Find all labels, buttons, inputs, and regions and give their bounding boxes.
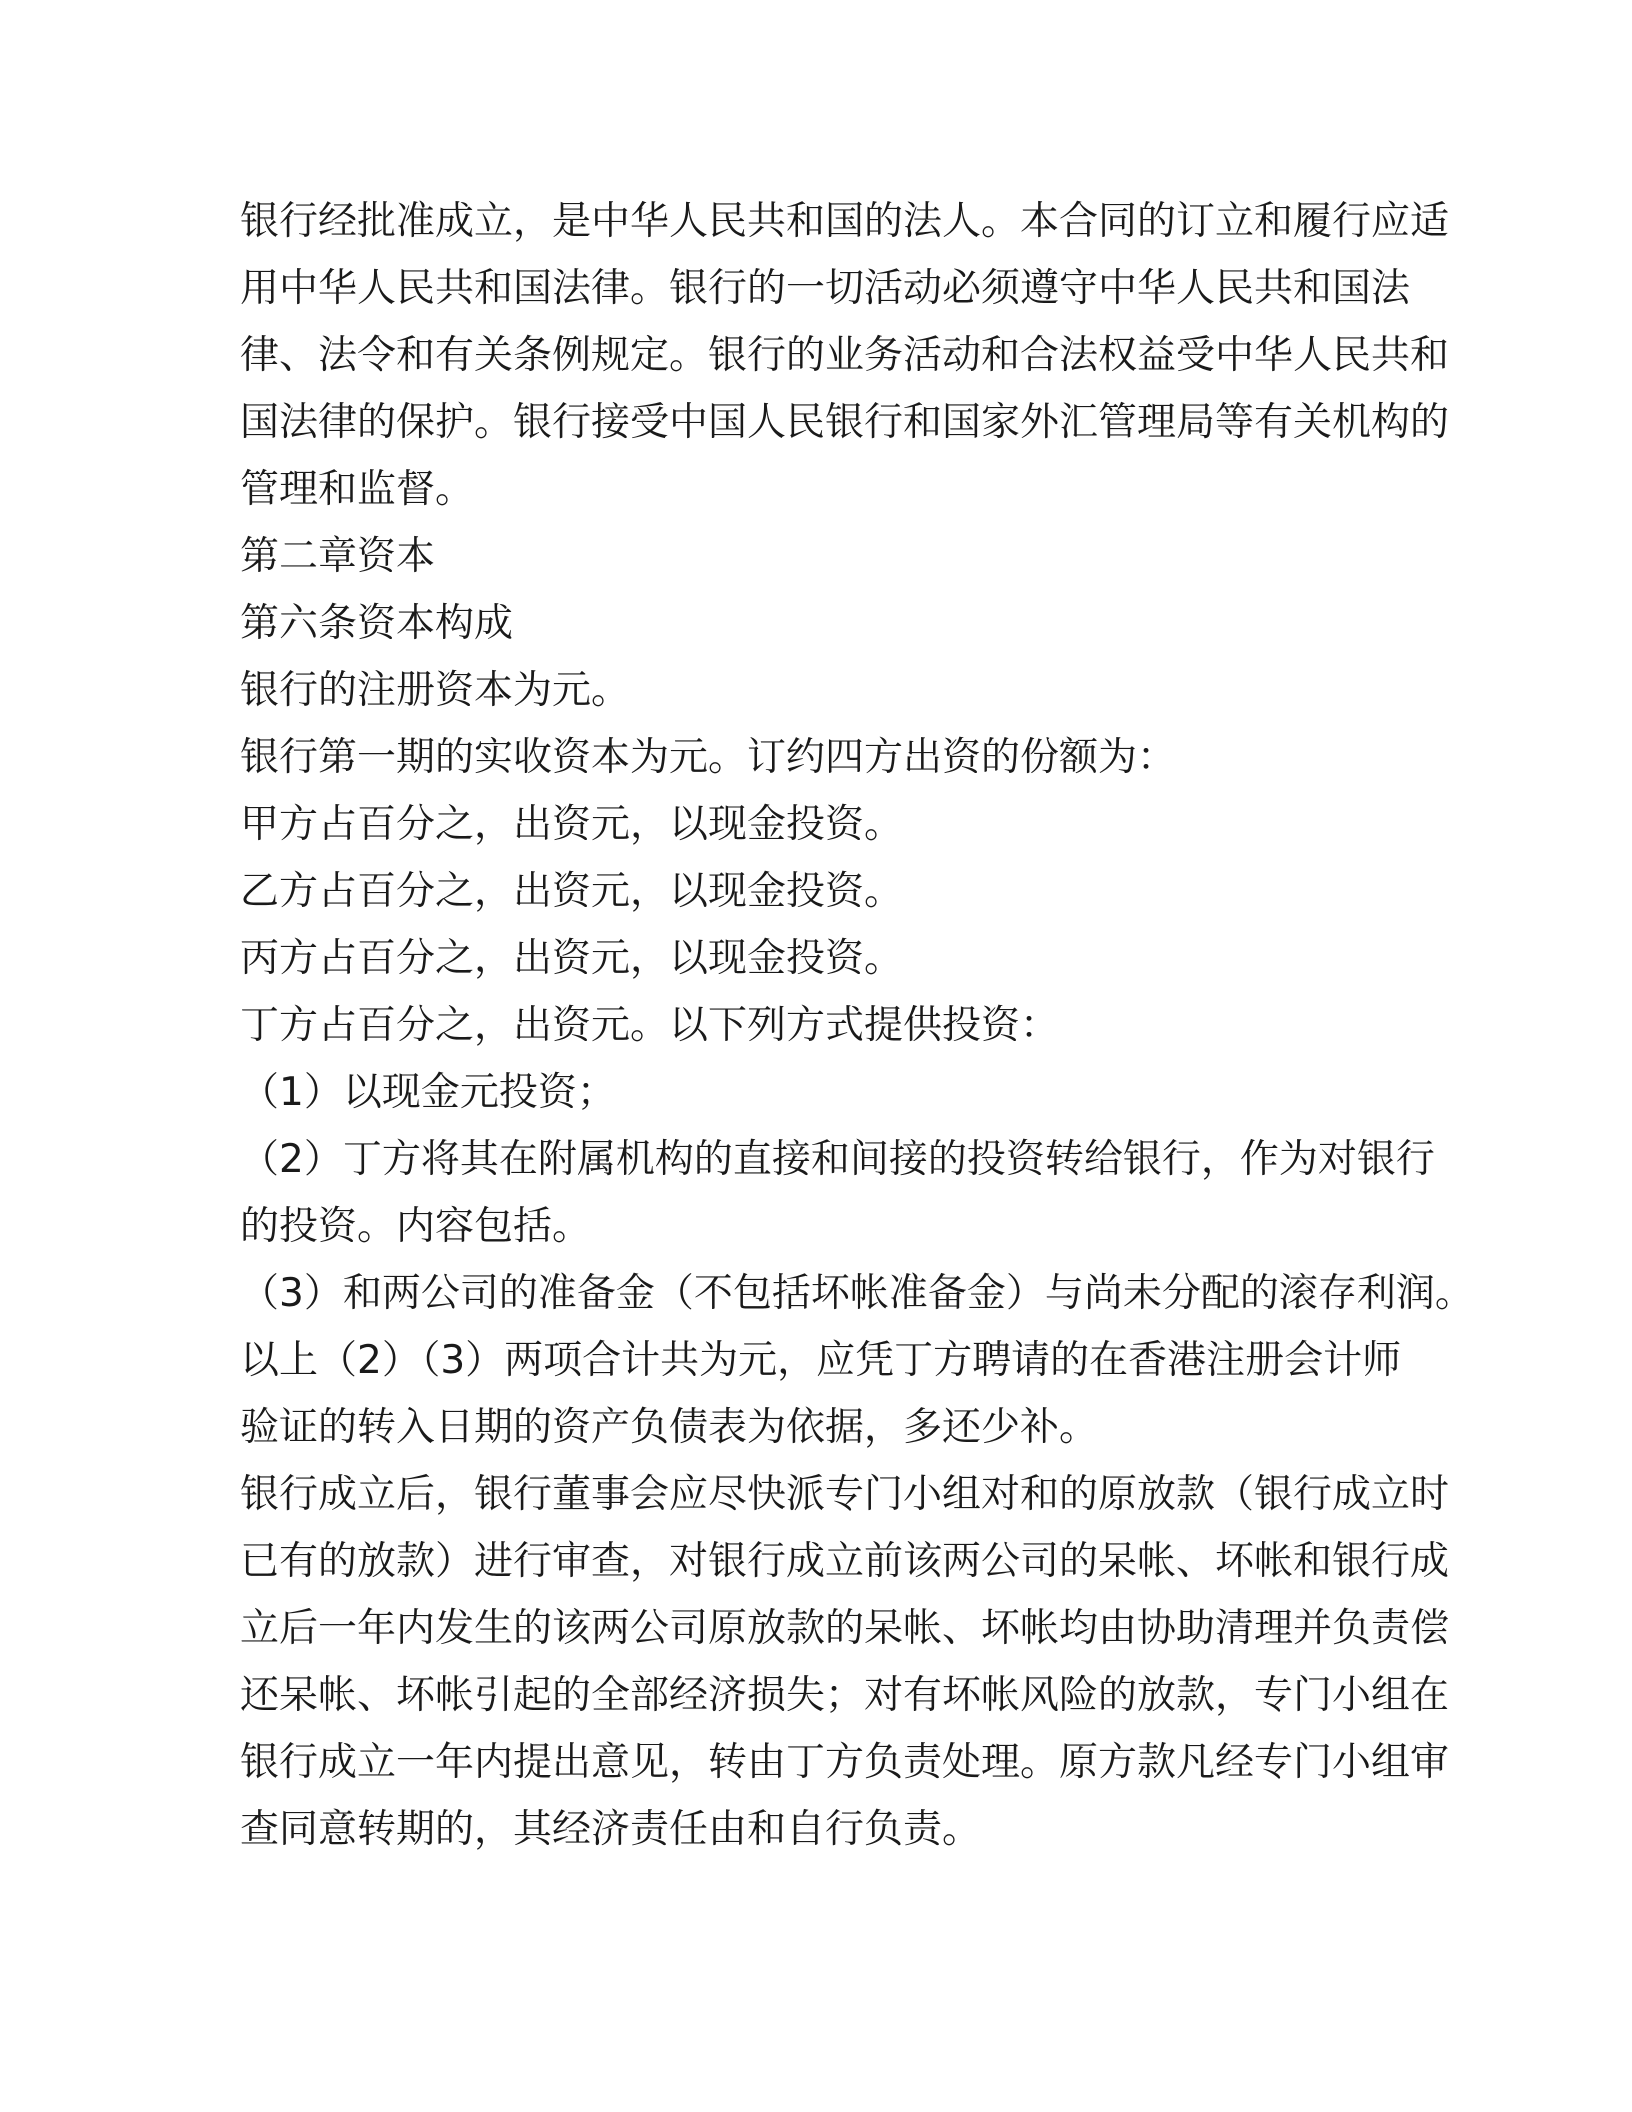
list-item: （2）丁方将其在附属机构的直接和间接的投资转给银行，作为对银行	[240, 1137, 1435, 1182]
list-item: （3）和两公司的准备金（不包括坏帐准备金）与尚未分配的滚存利润。	[240, 1271, 1474, 1316]
text-line: 丙方占百分之，出资元，以现金投资。	[240, 936, 904, 981]
chapter-heading: 第二章资本	[240, 534, 436, 579]
text-line: 已有的放款）进行审查，对银行成立前该两公司的呆帐、坏帐和银行成	[240, 1539, 1450, 1584]
text-line: 立后一年内发生的该两公司原放款的呆帐、坏帐均由协助清理并负责偿	[240, 1606, 1450, 1651]
text-line: 银行成立一年内提出意见，转由丁方负责处理。原方款凡经专门小组审	[240, 1740, 1450, 1785]
text-line: 银行的注册资本为元。	[240, 668, 631, 713]
list-item: （1）以现金元投资；	[240, 1070, 616, 1115]
text-line: 还呆帐、坏帐引起的全部经济损失；对有坏帐风险的放款，专门小组在	[240, 1673, 1450, 1718]
text-line: 甲方占百分之，出资元，以现金投资。	[240, 802, 904, 847]
text-line: 银行经批准成立，是中华人民共和国的法人。本合同的订立和履行应适	[240, 199, 1450, 244]
body-text	[240, 188, 1474, 1863]
text-line: 管理和监督。	[240, 467, 475, 512]
text-line: 的投资。内容包括。	[240, 1204, 592, 1249]
text-line: 丁方占百分之，出资元。以下列方式提供投资：	[240, 1003, 1060, 1048]
text-line: 银行成立后，银行董事会应尽快派专门小组对和的原放款（银行成立时	[240, 1472, 1450, 1517]
text-line: 用中华人民共和国法律。银行的一切活动必须遵守中华人民共和国法	[240, 266, 1411, 311]
article-heading: 第六条资本构成	[240, 601, 514, 646]
text-line: 乙方占百分之，出资元，以现金投资。	[240, 869, 904, 914]
text-line: 以上（2）（3）两项合计共为元，应凭丁方聘请的在香港注册会计师	[240, 1338, 1402, 1383]
text-line: 国法律的保护。银行接受中国人民银行和国家外汇管理局等有关机构的	[240, 400, 1450, 445]
text-line: 银行第一期的实收资本为元。订约四方出资的份额为：	[240, 735, 1177, 780]
text-line: 律、法令和有关条例规定。银行的业务活动和合法权益受中华人民共和	[240, 333, 1450, 378]
text-line: 验证的转入日期的资产负债表为依据，多还少补。	[240, 1405, 1099, 1450]
text-line: 查同意转期的，其经济责任由和自行负责。	[240, 1807, 982, 1852]
